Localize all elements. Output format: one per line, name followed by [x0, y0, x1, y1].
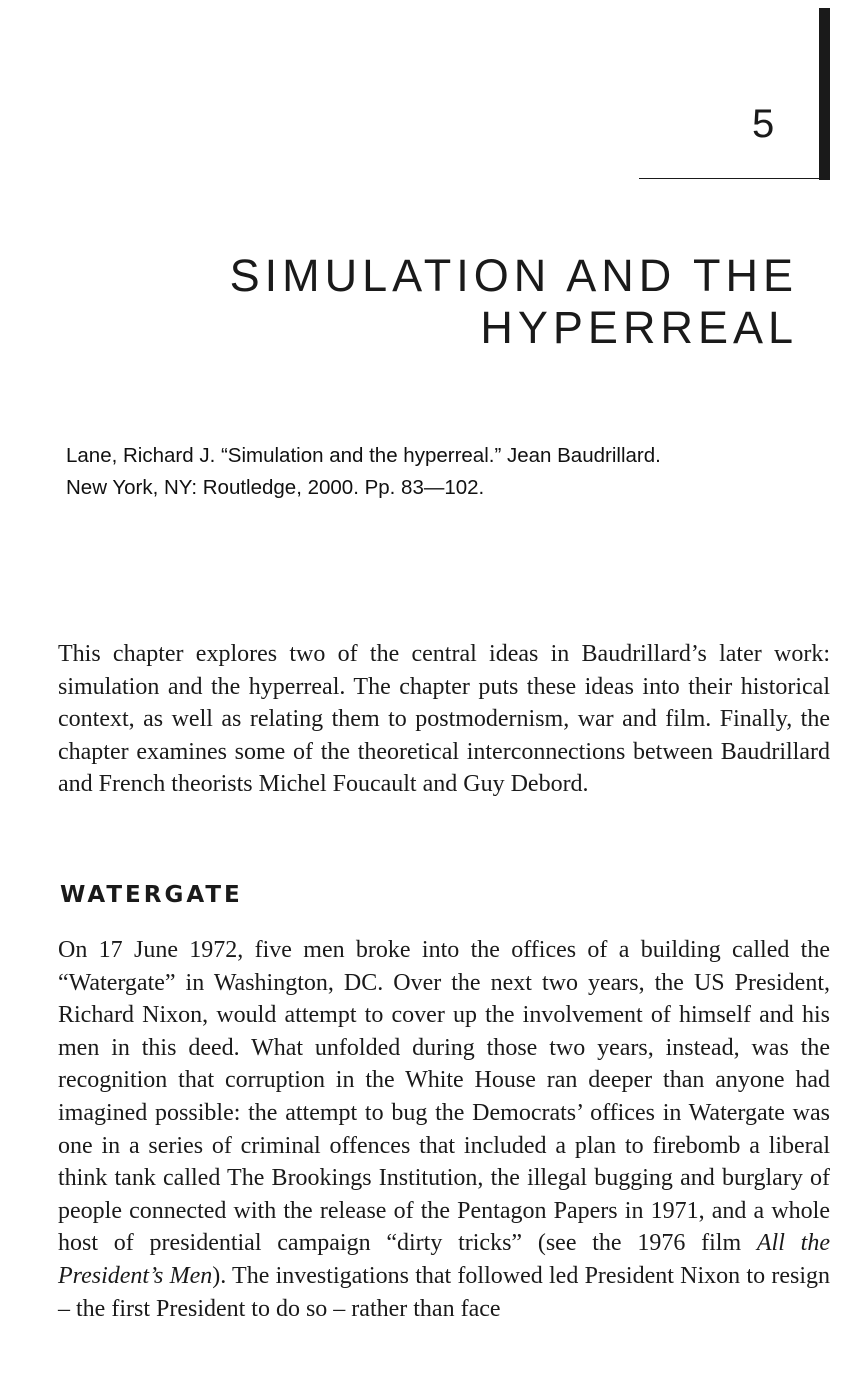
section-paragraph — [58, 934, 830, 1325]
film-title: All the President’s Men — [58, 1230, 830, 1289]
intro-paragraph: This chapter explores two of the central ideas in Baudrillard’s later work: simulation and the hyperreal. The chapter puts these ideas into their historical context, as well as relating them to postmodernism, war and film. Finally, the chapter examines some of the theoretical interconnections between Baudrillard and French theorists Michel Foucault and Guy Debord. — [58, 641, 830, 798]
chapter-title — [230, 250, 798, 354]
chapter-marker-rule — [639, 178, 830, 179]
chapter-marker-bar — [819, 8, 830, 180]
citation-line-2: New York, NY: Routledge, 2000. Pp. 83—102. — [66, 476, 485, 499]
citation — [66, 440, 661, 504]
section-paragraph-text-2: ). The investigations that followed led President Nixon to resign – the first President to do so – rather than face — [58, 1262, 830, 1322]
chapter-title-line-2: HYPERREAL — [480, 302, 798, 353]
section-paragraph-text-1: On 17 June 1972, five men broke into the offices of a building called the “Watergate” in Washington, DC. Over the next two years, the US President, Richard Nixon, would attempt to cover up the involvement of himself and his men in this deed. What unfolded during those two years, instead, was the recognition that corruption in the White House ran deeper than anyone had imagined possible: the attempt to bug the Democrats’ offices in Watergate was one in a series of criminal offences that included a plan to firebomb a liberal think tank called The Brookings Institution, the illegal bugging and burglary of people connected with the release of the Pentagon Papers in 1971, and a whole host of presidential campaign “dirty tricks” (see the 1976 film — [58, 937, 830, 1257]
section-heading: WATERGATE — [60, 882, 243, 908]
chapter-number: 5 — [752, 102, 775, 146]
chapter-title-line-1: SIMULATION AND THE — [229, 250, 798, 301]
citation-line-1: Lane, Richard J. “Simulation and the hyperreal.” Jean Baudrillard. — [66, 444, 661, 467]
